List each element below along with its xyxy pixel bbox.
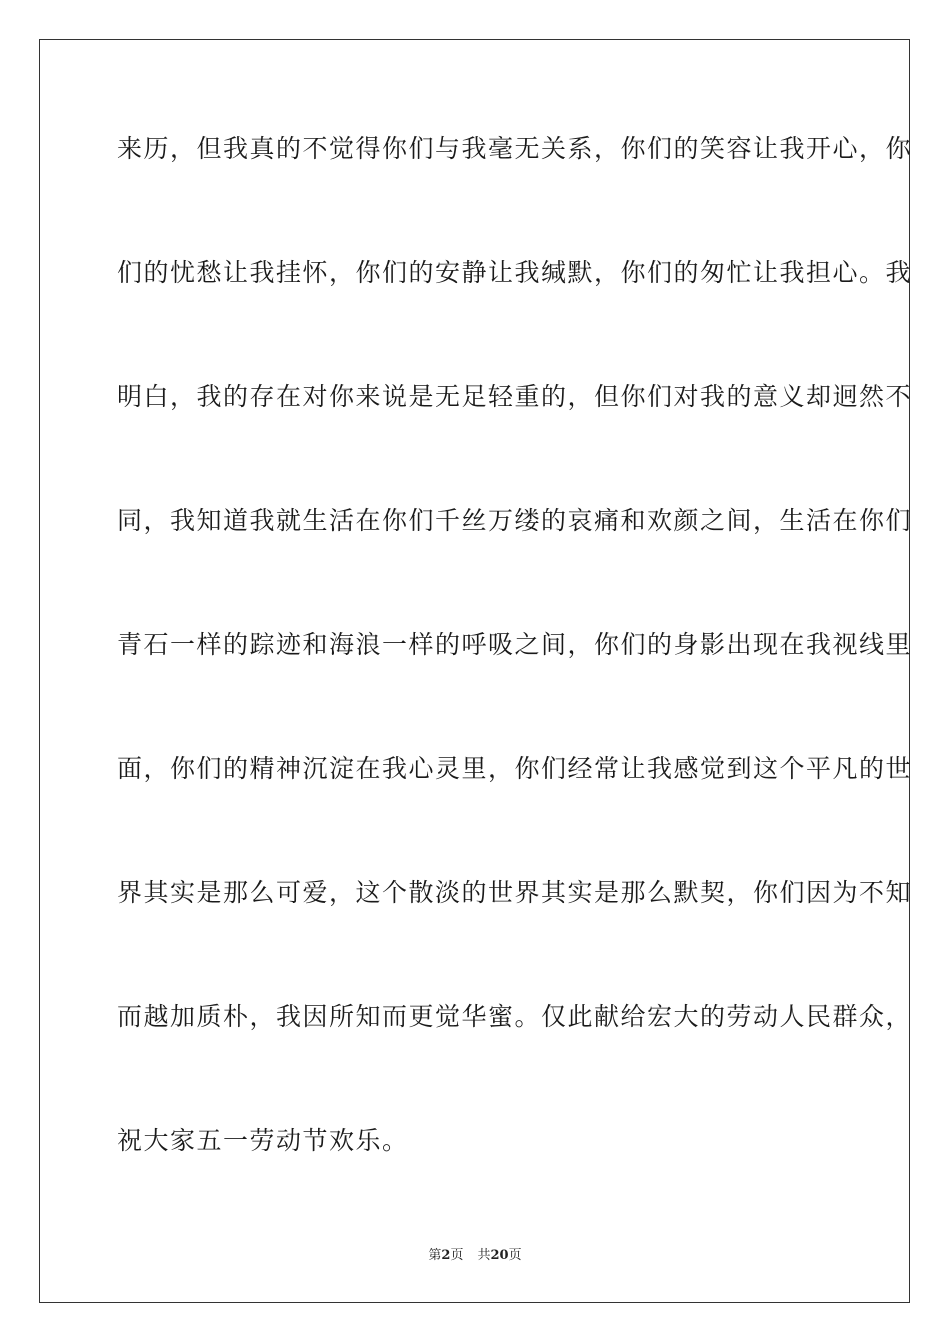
page-number: 2 xyxy=(441,1248,451,1263)
page-footer xyxy=(0,1246,950,1266)
total-prefix: 共 xyxy=(477,1248,491,1263)
total-suffix: 页 xyxy=(508,1248,522,1263)
page-suffix: 页 xyxy=(450,1248,464,1263)
page-prefix: 第 xyxy=(428,1248,442,1263)
text-line: 明白，我的存在对你来说是无足轻重的，但你们对我的意义却迥然不 xyxy=(117,382,913,411)
text-line: 们的忧愁让我挂怀，你们的安静让我缄默，你们的匆忙让我担心。我 xyxy=(117,258,913,287)
text-line: 青石一样的踪迹和海浪一样的呼吸之间，你们的身影出现在我视线里 xyxy=(117,630,913,659)
text-line: 界其实是那么可爱，这个散淡的世界其实是那么默契，你们因为不知 xyxy=(117,878,913,907)
text-line: 面，你们的精神沉淀在我心灵里，你们经常让我感觉到这个平凡的世 xyxy=(117,754,913,783)
text-line: 来历，但我真的不觉得你们与我毫无关系，你们的笑容让我开心，你 xyxy=(117,134,913,163)
page-border xyxy=(39,39,913,1303)
text-line: 同，我知道我就生活在你们千丝万缕的哀痛和欢颜之间，生活在你们 xyxy=(117,506,913,535)
text-line: 而越加质朴，我因所知而更觉华蜜。仅此献给宏大的劳动人民群众， xyxy=(117,1002,913,1031)
text-line: 祝大家五一劳动节欢乐。 xyxy=(117,1126,409,1155)
total-pages: 20 xyxy=(490,1248,509,1263)
